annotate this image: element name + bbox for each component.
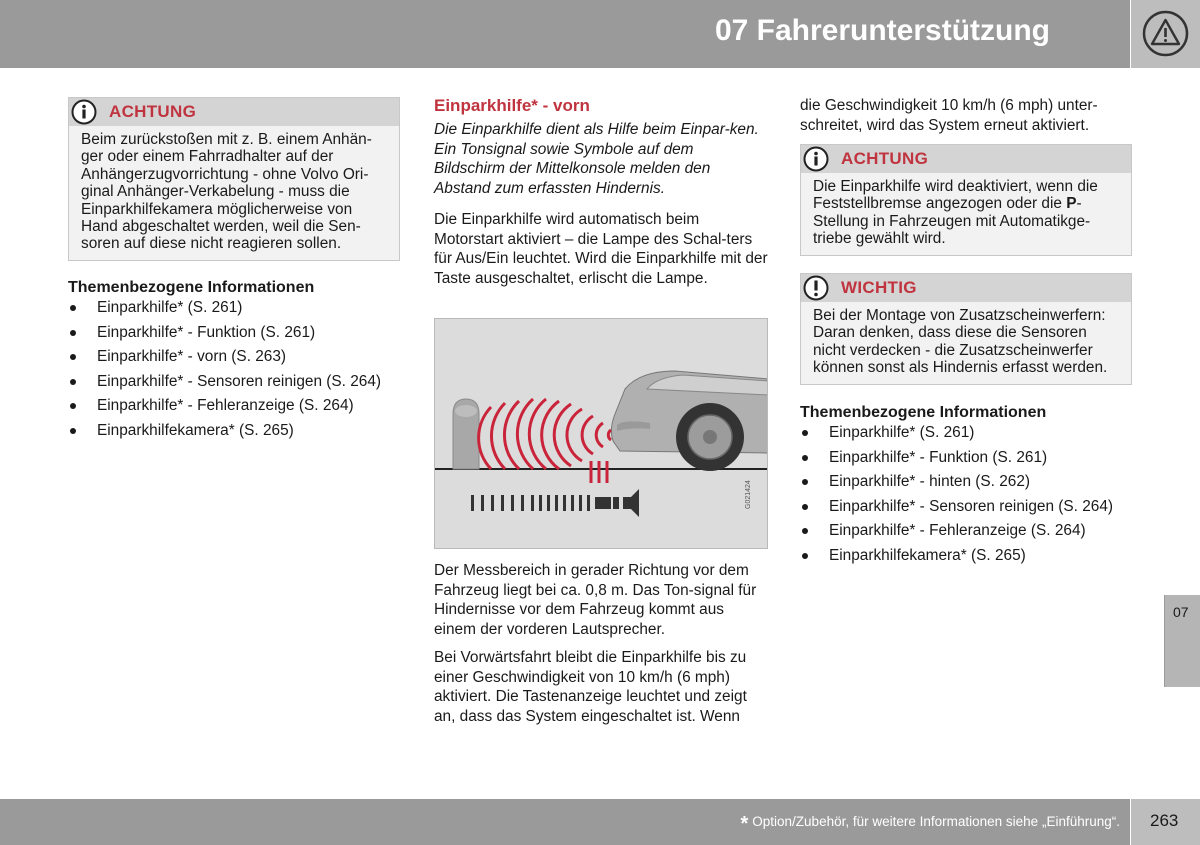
warning-text-part: Die Einparkhilfe wird deaktiviert, wenn die Feststellbremse angezogen oder die: [813, 178, 1098, 213]
warning-header: [801, 145, 1131, 173]
footer-note: [740, 813, 1120, 836]
paragraph: die Geschwindigkeit 10 km/h (6 mph) unter-schreitet, wird das System erneut aktiviert.: [800, 97, 1098, 134]
warning-text: [801, 173, 1131, 256]
related-list: [800, 421, 1132, 569]
related-link[interactable]: Einparkhilfekamera* (S. 265): [800, 544, 1132, 569]
related-link[interactable]: Einparkhilfekamera* (S. 265): [68, 419, 400, 444]
related-list: [68, 296, 400, 444]
related-link[interactable]: Einparkhilfe* - Funktion (S. 261): [68, 321, 400, 346]
page-number-box: [1131, 799, 1200, 845]
related-heading: Themenbezogene Informationen: [68, 279, 315, 296]
exclamation-icon: [803, 275, 829, 301]
section-heading: Einparkhilfe* - vorn: [434, 96, 590, 115]
parking-sensor-illustration: [434, 318, 768, 549]
related-link[interactable]: Einparkhilfe* (S. 261): [800, 421, 1132, 446]
related-link[interactable]: Einparkhilfe* - Sensoren reinigen (S. 264): [800, 495, 1132, 520]
chapter-title: 07 Fahrerunterstützung: [714, 14, 1050, 47]
warning-text-part: -Stellung in Fahrzeugen mit Automatikge-triebe gewählt wird.: [813, 195, 1091, 248]
header-icon-box: [1131, 0, 1200, 68]
related-link[interactable]: Einparkhilfe* - Sensoren reinigen (S. 264): [68, 370, 400, 395]
header-bar: [0, 0, 1130, 68]
related-link[interactable]: Einparkhilfe* - Fehleranzeige (S. 264): [68, 394, 400, 419]
important-header: [801, 274, 1131, 302]
warning-header: [69, 98, 399, 126]
chapter-side-tab[interactable]: [1164, 595, 1200, 687]
related-link[interactable]: Einparkhilfe* - Fehleranzeige (S. 264): [800, 519, 1132, 544]
related-link[interactable]: Einparkhilfe* (S. 261): [68, 296, 400, 321]
warning-title: ACHTUNG: [841, 149, 929, 168]
warning-triangle-icon: [1142, 10, 1189, 57]
warning-title: ACHTUNG: [109, 102, 197, 121]
related-link[interactable]: Einparkhilfe* - hinten (S. 262): [800, 470, 1132, 495]
footer-note-text: Option/Zubehör, für weitere Informationen siehe „Einführung“.: [752, 814, 1120, 829]
intro-paragraph: Die Einparkhilfe dient als Hilfe beim Einpar-ken. Ein Tonsignal sowie Symbole auf dem Bildschirm der Mittelkonsole melden den Abstand zum erfassten Hindernis.: [434, 121, 759, 197]
info-i-icon: [71, 99, 97, 125]
warning-text-bold: P: [1066, 195, 1077, 213]
warning-text: Beim zurückstoßen mit z. B. einem Anhän-ger oder einem Fahrradhalter auf der Anhängerzugvorrichtung - ohne Volvo Ori-ginal Anhänger-Verkabelung - muss die Einparkhilfekamera möglicherweise von Hand abgeschaltet werden, weil die Sen-soren auf diese nicht reagieren sollen.: [81, 131, 372, 253]
important-title: WICHTIG: [841, 278, 917, 297]
related-link[interactable]: Einparkhilfe* - vorn (S. 263): [68, 345, 400, 370]
front-parking-diagram: [435, 319, 768, 549]
footer-bar: [0, 799, 1130, 845]
paragraph: Die Einparkhilfe wird automatisch beim Motorstart aktiviert – die Lampe des Schal-ters für Aus/Ein leuchtet. Wird die Einparkhilfe mit der Taste ausgeschaltet, erlischt die Lampe.: [434, 211, 768, 287]
page-number: 263: [1150, 811, 1179, 830]
warning-box-achtung-1: [68, 97, 400, 261]
important-text: Bei der Montage von Zusatzscheinwerfern: Daran denken, dass diese die Sensoren nicht verdecken - die Zusatzscheinwerfer können sonst als Hindernis erfasst werden.: [813, 307, 1108, 377]
related-heading: Themenbezogene Informationen: [800, 404, 1047, 421]
paragraph: Der Messbereich in gerader Richtung vor dem Fahrzeug liegt bei ca. 0,8 m. Das Ton-signal für Hindernisse vor dem Fahrzeug kommt aus einem der vorderen Lautsprecher.: [434, 562, 757, 638]
chapter-tab-label: 07: [1173, 604, 1189, 620]
footer-star: *: [740, 813, 749, 835]
related-link[interactable]: Einparkhilfe* - Funktion (S. 261): [800, 446, 1132, 471]
figure-code: G021424: [745, 480, 752, 509]
info-i-icon: [803, 146, 829, 172]
important-box-wichtig: [800, 273, 1132, 385]
warning-box-achtung-2: [800, 144, 1132, 256]
paragraph: Bei Vorwärtsfahrt bleibt die Einparkhilfe bis zu einer Geschwindigkeit von 10 km/h (6 mph) aktiviert. Die Tastenanzeige leuchtet und zeigt an, dass das System eingeschaltet ist. Wenn: [434, 649, 747, 725]
